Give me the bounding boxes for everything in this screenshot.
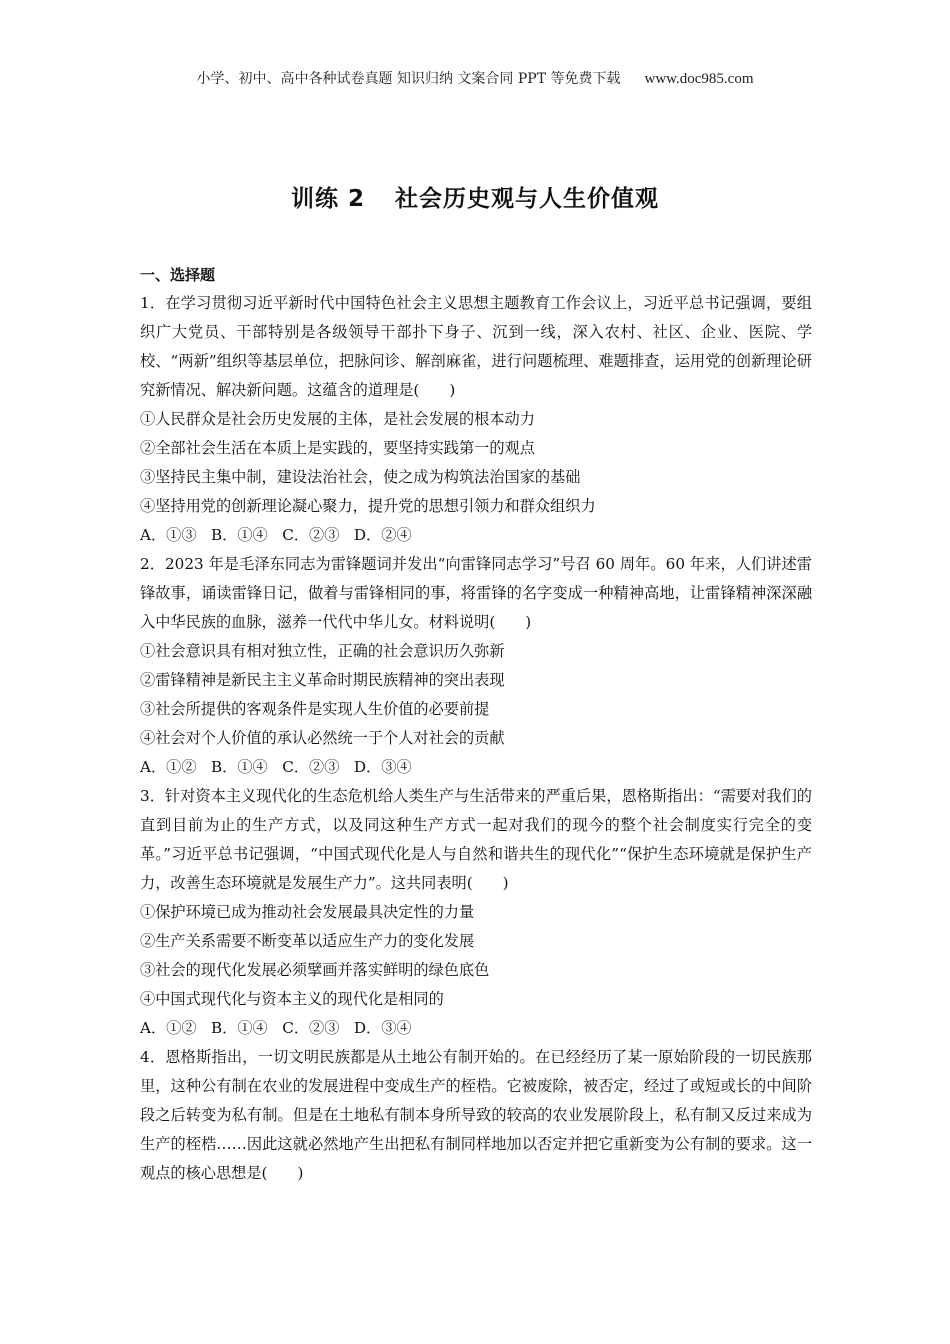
question-stem [140,550,812,637]
answer-choices: A．①② B．①④ C．②③ D．③④ [140,1019,412,1037]
question-4 [140,1043,812,1188]
header-text: 小学、初中、高中各种试卷真题 知识归纳 文案合同 PPT 等免费下载 [196,71,621,87]
option-item: ④社会对个人价值的承认必然统一于个人对社会的贡献 [140,729,505,747]
page-title [0,180,950,213]
option-item: ②雷锋精神是新民主主义革命时期民族精神的突出表现 [140,671,505,689]
stem-text: 3．针对资本主义现代化的生态危机给人类生产与生活带来的严重后果，恩格斯指出：“需要对我们的直到目前为止的生产方式，以及同这种生产方式一起对我们的现今的整个社会制度实行完全的变革。”习近平总书记强调，“中国式现代化是人与自然和谐共生的现代化”“保护生态环境就是保护生产力，改善生态环境就是发展生产力”。这共同表明( [140,787,812,892]
option-item: ②生产关系需要不断变革以适应生产力的变化发展 [140,932,475,950]
option-item: ①社会意识具有相对独立性，正确的社会意识历久弥新 [140,642,505,660]
question-3 [140,782,812,1043]
close-paren: ) [502,874,509,892]
question-stem [140,782,812,898]
question-1 [140,289,812,550]
title-prefix: 训练 2 [290,186,365,212]
question-2 [140,550,812,782]
option-item: ④坚持用党的创新理论凝心聚力，提升党的思想引领力和群众组织力 [140,497,596,515]
header-site: www.doc985.com [644,71,754,87]
section-heading: 一、选择题 [140,266,216,284]
stem-text: 2．2023 年是毛泽东同志为雷锋题词并发出“向雷锋同志学习”号召 60 周年。60 年来，人们讲述雷锋故事，诵读雷锋日记，做着与雷锋相同的事，将雷锋的名字变成一种精神高地，让雷锋精神深深融入中华民族的血脉，滋养一代代中华儿女。材料说明( [140,555,812,631]
option-item: ③社会所提供的客观条件是实现人生价值的必要前提 [140,700,490,718]
option-item: ③坚持民主集中制，建设法治社会，使之成为构筑法治国家的基础 [140,468,581,486]
option-item: ②全部社会生活在本质上是实践的，要坚持实践第一的观点 [140,439,535,457]
close-paren: ) [297,1164,304,1182]
question-stem [140,1043,812,1188]
option-item: ①保护环境已成为推动社会发展最具决定性的力量 [140,903,475,921]
option-item: ①人民群众是社会历史发展的主体，是社会发展的根本动力 [140,410,535,428]
option-item: ③社会的现代化发展必须擘画并落实鲜明的绿色底色 [140,961,490,979]
answer-choices: A．①③ B．①④ C．②③ D．②④ [140,526,412,544]
question-list [140,262,812,1188]
page-header [0,68,950,88]
stem-text: 1．在学习贯彻习近平新时代中国特色社会主义思想主题教育工作会议上，习近平总书记强调，要组织广大党员、干部特别是各级领导干部扑下身子、沉到一线，深入农村、社区、企业、医院、学校、“两新”组织等基层单位，把脉问诊、解剖麻雀，进行问题梳理、难题排查，运用党的创新理论研究新情况、解决新问题。这蕴含的道理是( [140,294,812,399]
option-item: ④中国式现代化与资本主义的现代化是相同的 [140,990,444,1008]
close-paren: ) [449,381,456,399]
close-paren: ) [525,613,532,631]
answer-choices: A．①② B．①④ C．②③ D．③④ [140,758,412,776]
stem-text: 4．恩格斯指出，一切文明民族都是从土地公有制开始的。在已经经历了某一原始阶段的一切民族那里，这种公有制在农业的发展进程中变成生产的桎梏。它被废除，被否定，经过了或短或长的中间阶段之后转变为私有制。但是在土地私有制本身所导致的较高的农业发展阶段上，私有制又反过来成为生产的桎梏……因此这就必然地产生出把私有制同样地加以否定并把它重新变为公有制的要求。这一观点的核心思想是( [140,1048,812,1182]
question-stem [140,289,812,405]
title-main: 社会历史观与人生价值观 [395,186,659,212]
